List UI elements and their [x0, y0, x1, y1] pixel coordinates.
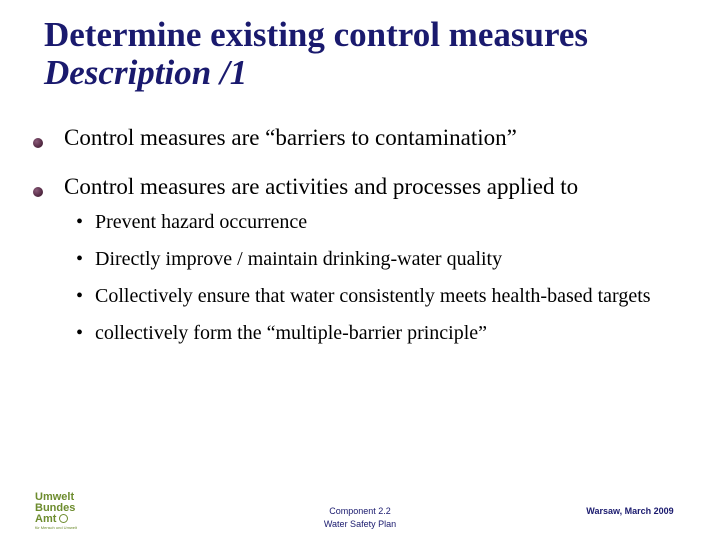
sub-bullet-text: Directly improve / maintain drinking-water quality: [95, 248, 503, 270]
sub-bullet-item: [76, 321, 676, 345]
sub-bullet-text: collectively form the “multiple-barrier principle”: [95, 322, 488, 344]
sub-bullet-dot-icon: •: [76, 285, 84, 307]
bullet-dot-icon: [33, 138, 43, 148]
logo-tagline: für Mensch und Umwelt: [35, 525, 78, 530]
sub-bullet-item: [76, 284, 676, 308]
footer-component: [300, 505, 420, 531]
logo-mark-icon: [59, 514, 68, 523]
sub-bullet-item: [76, 247, 676, 271]
footer-date: Warsaw, March 2009: [586, 506, 674, 516]
logo-line: Umwelt: [35, 491, 75, 503]
logo-line-with-mark: [35, 514, 95, 525]
slide-title: Determine existing control measures: [44, 15, 589, 54]
slide-subtitle: Description /1: [44, 53, 248, 92]
footer-component-line: Water Safety Plan: [323, 519, 397, 529]
logo-line: Bundes: [35, 502, 76, 514]
main-bullet-text: Control measures are activities and processes applied to: [64, 174, 579, 199]
logo-line: Amt: [35, 513, 57, 525]
sub-bullet-item: [76, 210, 676, 234]
sub-bullet-text: Prevent hazard occurrence: [95, 211, 308, 233]
main-bullet-list: [30, 124, 690, 201]
sub-bullet-text: Collectively ensure that water consistently meets health-based targets: [95, 285, 651, 307]
sub-bullet-dot-icon: •: [76, 248, 84, 270]
sub-bullet-list: [76, 210, 676, 345]
main-bullet-item: [30, 173, 690, 201]
footer-component-line: Component 2.2: [329, 506, 391, 516]
sub-bullet-dot-icon: •: [76, 211, 84, 233]
sub-bullet-dot-icon: •: [76, 322, 84, 344]
bullet-dot-icon: [33, 187, 43, 197]
main-bullet-item: [30, 124, 690, 152]
slide-title-block: [44, 16, 684, 92]
umweltbundesamt-logo: [35, 492, 95, 536]
main-bullet-text: Control measures are “barriers to contamination”: [64, 125, 517, 150]
